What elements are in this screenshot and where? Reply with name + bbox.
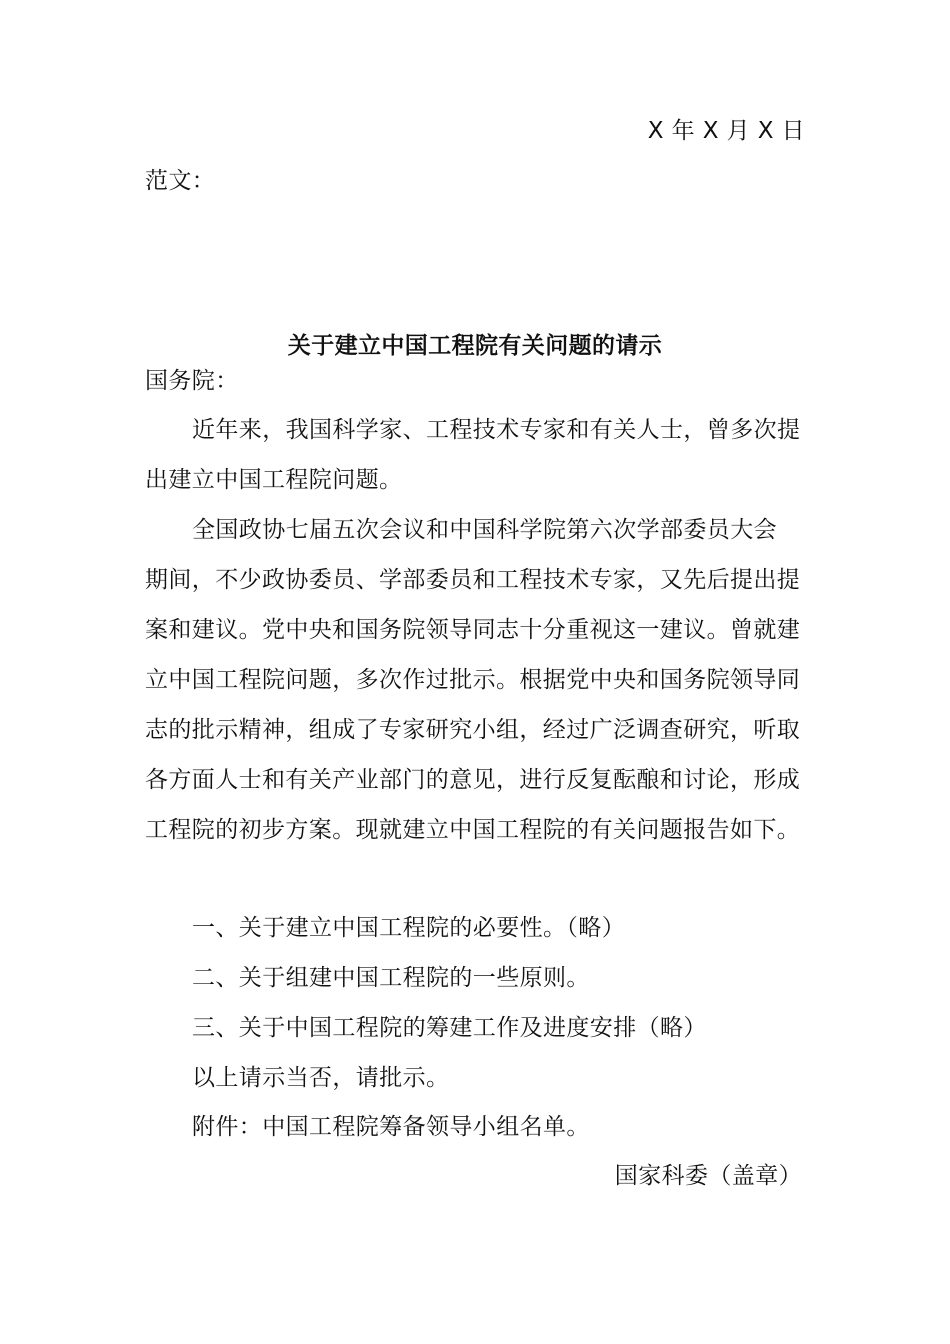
addressee: 国务院： — [145, 368, 239, 394]
paragraph-line: 期间，不少政协委员、学部委员和工程技术专家，又先后提出提 — [145, 567, 801, 593]
paragraph-line: 立中国工程院问题，多次作过批示。根据党中央和国务院领导同 — [145, 667, 801, 693]
request-item: 三、关于中国工程院的筹建工作及进度安排（略） — [192, 1015, 707, 1041]
paragraph-line: 志的批示精神，组成了专家研究小组，经过广泛调查研究，听取 — [145, 717, 801, 743]
attachment-note: 附件：中国工程院筹备领导小组名单。 — [192, 1114, 590, 1140]
paragraph-line: 出建立中国工程院问题。 — [145, 467, 403, 493]
document-title: 关于建立中国工程院有关问题的请示 — [287, 333, 663, 360]
signature-seal-line: 国家科委（盖章） — [614, 1163, 802, 1189]
paragraph-line: 案和建议。党中央和国务院领导同志十分重视这一建议。曾就建 — [145, 617, 801, 643]
request-item: 二、关于组建中国工程院的一些原则。 — [192, 965, 590, 991]
paragraph-line: 各方面人士和有关产业部门的意见，进行反复酝酿和讨论，形成 — [145, 767, 801, 793]
document-date: X 年 X 月 X 日 — [647, 118, 805, 144]
closing-sentence: 以上请示当否，请批示。 — [192, 1065, 450, 1091]
sample-label: 范文： — [145, 168, 216, 194]
paragraph-line: 工程院的初步方案。现就建立中国工程院的有关问题报告如下。 — [145, 817, 801, 843]
paragraph-line: 近年来，我国科学家、工程技术专家和有关人士，曾多次提 — [192, 417, 801, 443]
paragraph-line: 全国政协七届五次会议和中国科学院第六次学部委员大会 — [192, 517, 777, 543]
request-item: 一、关于建立中国工程院的必要性。（略） — [192, 915, 626, 941]
